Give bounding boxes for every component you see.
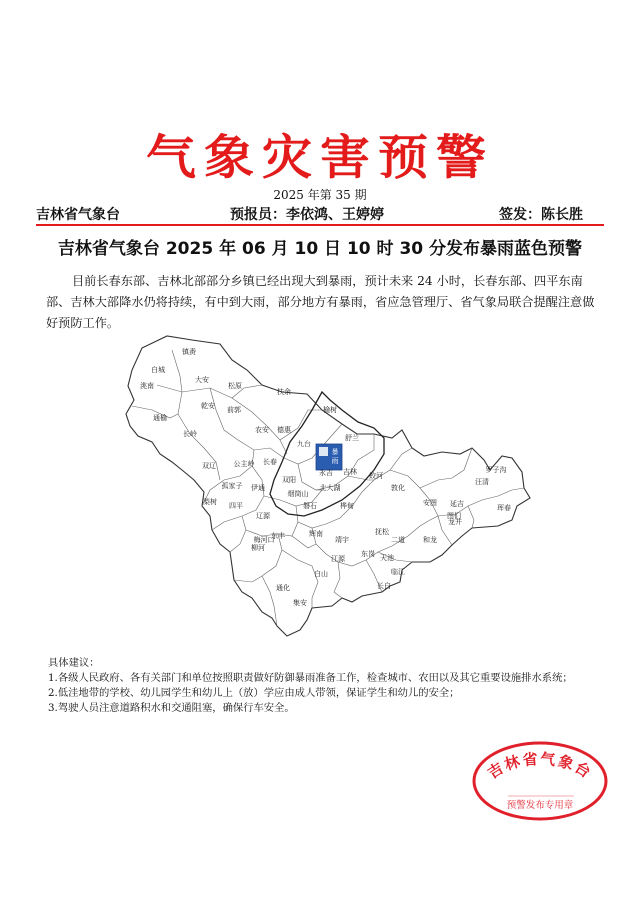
map-label-donggang: 东岗 [361, 550, 375, 558]
map-label-songyuan: 松原 [228, 382, 242, 390]
map-label-dongfeng: 东丰 [271, 532, 285, 540]
map-label-tonghua: 通化 [276, 584, 290, 592]
map-label-jiutai: 九台 [297, 440, 311, 448]
map-label-fusong: 抚松 [375, 528, 389, 536]
map-label-wangqing: 汪清 [475, 478, 489, 486]
map-label-erdao: 二道 [391, 536, 405, 544]
advice-heading: 具体建议： [48, 657, 100, 669]
map-label-dunhua: 敦化 [391, 484, 405, 492]
map-label-qianan: 乾安 [201, 402, 215, 410]
map-label-liuhe: 柳河 [251, 544, 265, 552]
map-label-daan: 大安 [195, 376, 209, 384]
map-label-antu: 安图 [423, 499, 437, 507]
advice-section [48, 656, 608, 716]
issuer: 吉林省气象台 [36, 207, 120, 223]
map-label-jiangyuan: 江源 [331, 555, 345, 563]
seal-bottom-text: 预警发布专用章 [506, 800, 574, 811]
map-label-shuangliao: 双辽 [202, 462, 216, 470]
map-label-gongzhuling: 公主岭 [233, 460, 255, 468]
map-label-fuyu: 扶余 [277, 388, 291, 396]
badge-char-1: 暴 [331, 448, 339, 456]
map-label-yongji: 永吉 [319, 469, 333, 477]
advice-item: 3.驾驶人员注意道路积水和交通阻塞，确保行车安全。 [48, 702, 295, 714]
map-label-taonan: 洮南 [140, 382, 154, 390]
map-label-liaoyuan: 辽源 [256, 512, 270, 520]
map-label-yantongshan: 烟筒山 [287, 490, 309, 498]
map-label-yanji: 延吉 [450, 500, 464, 508]
map-label-changling: 长岭 [183, 430, 197, 438]
map-label-gujiazi: 孤家子 [221, 482, 243, 490]
map-label-beidahu: 北大湖 [319, 484, 341, 492]
headline: 吉林省气象台 2025 年 06 月 10 日 10 时 30 分发布暴雨蓝色预警 [57, 239, 583, 259]
map-label-changchun: 长春 [263, 458, 277, 466]
map-label-siping: 四平 [229, 502, 243, 510]
rainstorm-warning-icon [316, 444, 342, 470]
divider-line [36, 224, 604, 226]
map-label-tumen: 图们 [447, 512, 461, 520]
official-seal [470, 740, 610, 822]
map-label-linjiang: 临江 [391, 568, 405, 576]
map-label-panshi: 磐石 [303, 502, 317, 510]
forecasters: 预报员：李依鸿、王婷婷 [230, 207, 384, 223]
map-label-tianchi: 天池 [380, 554, 394, 562]
map-label-jilin: 吉林 [343, 468, 357, 476]
map-label-jingyu: 靖宇 [335, 536, 349, 544]
map-label-huinan: 辉南 [309, 530, 323, 538]
map-label-nongan: 农安 [255, 426, 269, 434]
map-label-qianguo: 前郭 [227, 406, 241, 414]
seal-top-text: 吉林省气象台 [484, 749, 596, 783]
map-label-yushu: 榆树 [323, 406, 337, 414]
map-label-changbai: 长白 [377, 582, 391, 590]
map-label-zhenlai: 镇赉 [182, 348, 196, 356]
body-paragraph: 目前长春东部、吉林北部部分乡镇已经出现大到暴雨，预计未来 24 小时，长春东部、四平东南部、吉林大部降水仍将持续，有中到大雨，部分地方有暴雨，省应急管理厅、省气象局联合提醒注意做好预防工作。 [46, 274, 595, 330]
issue-number: 2025 年第 35 期 [273, 188, 367, 202]
advice-item: 2.低洼地带的学校、幼儿园学生和幼儿上（放）学应由成人带领，保证学生和幼儿的安全； [48, 687, 460, 699]
advice-item: 1.各级人民政府、各有关部门和单位按照职责做好防御暴雨准备工作，检查城市、农田以及其它重要设施排水系统； [48, 672, 573, 684]
map-label-luozigou: 罗子沟 [485, 466, 507, 474]
province-map [112, 330, 532, 642]
map-label-shulan: 舒兰 [345, 434, 359, 442]
map-label-baishan: 白山 [314, 570, 328, 578]
map-label-meihekou: 梅河口 [253, 536, 275, 544]
map-label-shuangyang: 双阳 [282, 476, 296, 484]
map-label-longjing: 龙井 [448, 518, 462, 526]
signer: 签发：陈长胜 [499, 207, 583, 223]
map-label-jian: 集安 [293, 599, 307, 607]
map-label-tongyu: 通榆 [153, 414, 167, 422]
map-label-hunchun: 珲春 [497, 504, 511, 512]
map-label-yitong: 伊通 [251, 484, 265, 492]
page-title: 气象灾害预警 [146, 129, 494, 186]
map-label-helong: 和龙 [423, 536, 437, 544]
map-label-lishu: 梨树 [203, 498, 217, 506]
map-label-huadian: 桦甸 [340, 502, 354, 510]
map-label-jiaohe: 蛟河 [369, 472, 383, 480]
map-label-baicheng: 白城 [151, 366, 165, 374]
badge-char-2: 雨 [331, 457, 339, 465]
map-label-dehui: 德惠 [277, 426, 291, 434]
